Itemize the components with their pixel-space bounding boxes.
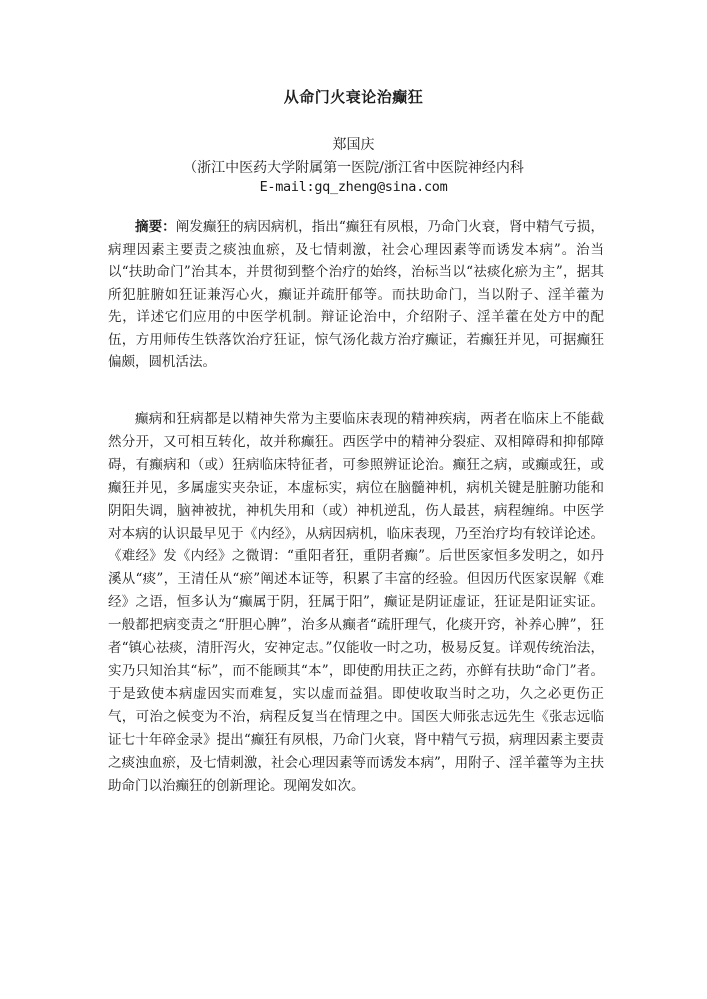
- abstract-label: 摘要：: [135, 219, 176, 235]
- author-name: 郑国庆: [332, 137, 375, 153]
- author-affiliation: （浙江中医药大学附属第一医院/浙江省中医院神经内科: [183, 160, 524, 176]
- abstract: [108, 216, 604, 374]
- page-title: 从命门火衰论治癫狂: [283, 88, 424, 106]
- abstract-text: 阐发癫狂的病因病机，指出“癫狂有夙根，乃命门火衰，肾中精气亏损，病理因素主要责之痰浊血瘀，及七情刺激，社会心理因素等而诱发本病”。治当以“扶助命门”治其本，并贯彻到整个治疗的始终，治标当以“祛痰化瘀为主”，据其所犯脏腑如狂证兼泻心火，癫证并疏肝郁等。而扶助命门，当以附子、淫羊藿为先，详述它们应用的中医学机制。辩证论治中，介绍附子、淫羊藿在处方中的配伍，方用师传生铁落饮治疗狂证，惊气汤化裁方治疗癫证，若癫狂并见，可据癫狂偏颇，圆机活法。: [108, 219, 605, 370]
- body-paragraph: 癫病和狂病都是以精神失常为主要临床表现的精神疾病，两者在临床上不能截然分开，又可相互转化，故并称癫狂。西医学中的精神分裂症、双相障碍和抑郁障碍，有癫病和（或）狂病临床特征者，可参照辨证论治。癫狂之病，或癫或狂，或癫狂并见，多属虚实夹杂证，本虚标实，病位在脑髓神机，病机关键是脏腑功能和阴阳失调，脑神被扰，神机失用和（或）神机逆乱，伤人最甚，病程缠绵。中医学对本病的认识最早见于《内经》，从病因病机，临床表现，乃至治疗均有较详论述。《难经》发《内经》之微谓：“重阳者狂，重阴者癫”。后世医家恒多发明之，如丹溪从“痰”，王清任从“瘀”阐述本证等，积累了丰富的经验。但因历代医家误解《难经》之语，恒多认为“癫属于阴，狂属于阳”，癫证是阴证虚证，狂证是阳证实证。一般都把病变责之“肝胆心脾”，治多从癫者“疏肝理气，化痰开窍，补养心脾”，狂者“镇心祛痰，清肝泻火，安神定志。”仅能收一时之功，极易反复。详观传统治法，实乃只知治其“标”，而不能顾其“本”，即使酌用扶正之药，亦鲜有扶助“命门”者。于是致使本病虚因实而难复，实以虚而益猖。即使收取当时之功，久之必更伤正气，可治之候变为不治，病程反复当在情理之中。国医大师张志远先生《张志远临证七十年碎金录》提出“癫狂有夙根，乃命门火衰，肾中精气亏损，病理因素主要责之痰浊血瘀，及七情刺激，社会心理因素等而诱发本病”，用附子、淫羊藿等为主扶助命门以治癫狂的创新理论。现阐发如次。: [108, 411, 604, 794]
- author-email: E-mail:gq_zheng@sina.com: [259, 179, 448, 195]
